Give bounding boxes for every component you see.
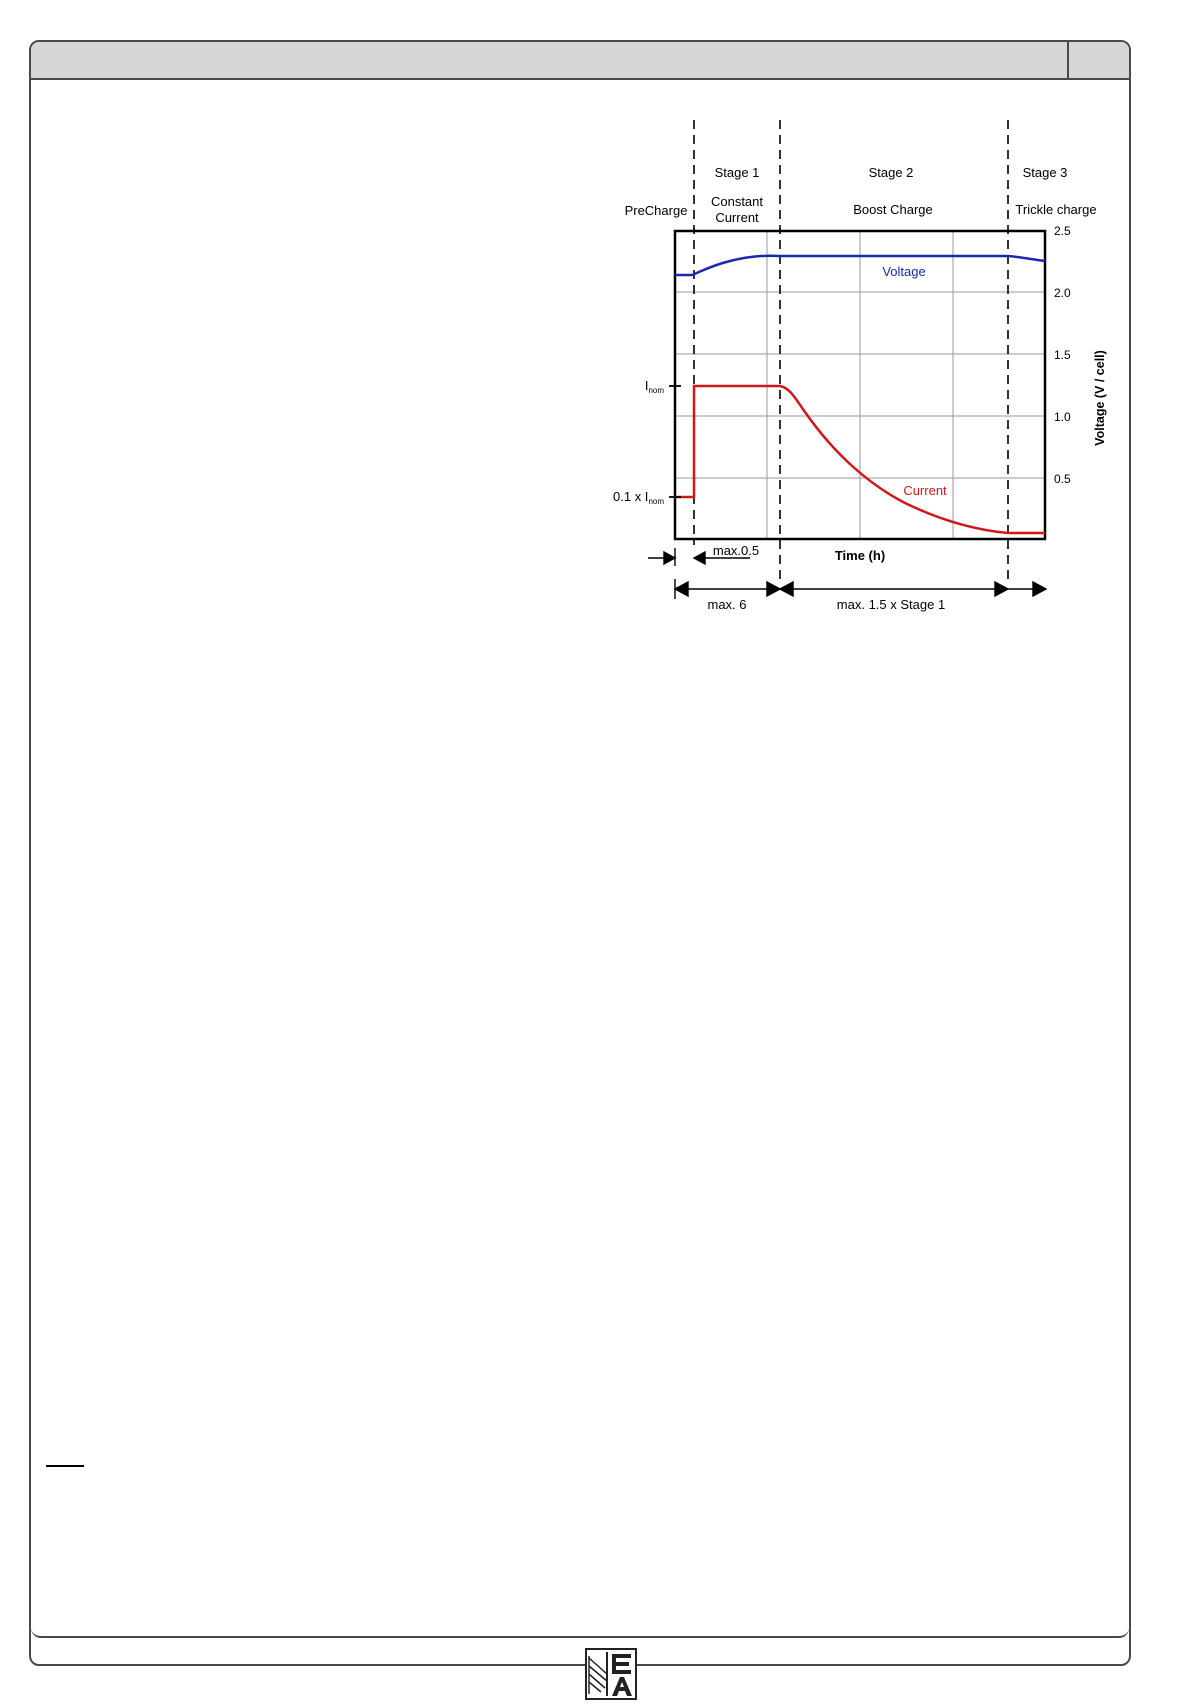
inom-label-main: I	[644, 378, 649, 393]
y-tick-label: 0.5	[1054, 472, 1071, 486]
stage1-name-line2: Current	[715, 210, 759, 225]
stage2-name: Boost Charge	[853, 202, 933, 217]
y-tick-label: 1.5	[1054, 348, 1071, 362]
stage1-name-line1: Constant	[710, 194, 764, 209]
inom-label-sub: nom	[648, 386, 664, 395]
stage1-duration-label: max. 6	[707, 597, 747, 612]
y-tick-label: 2.0	[1054, 286, 1071, 300]
low-current-label-main: 0.1 x I	[613, 489, 649, 504]
stage2-title: Stage 2	[868, 165, 914, 180]
inom-label	[645, 378, 665, 395]
stage1-title: Stage 1	[714, 165, 760, 180]
voltage-label: Voltage	[882, 264, 926, 279]
stage3-title: Stage 3	[1022, 165, 1068, 180]
stage-duration-arrows	[675, 579, 1046, 599]
precharge-duration-label: max.0.5	[712, 543, 760, 558]
low-current-label-sub: nom	[648, 497, 664, 506]
current-label: Current	[903, 483, 947, 498]
low-current-label	[613, 489, 664, 506]
x-axis-title: Time (h)	[834, 548, 886, 563]
stage2-duration-label: max. 1.5 x Stage 1	[836, 597, 946, 612]
y-tick-label: 1.0	[1054, 410, 1071, 424]
y-axis-title: Voltage (V / cell)	[1093, 350, 1107, 446]
stage-dividers	[694, 120, 1008, 580]
stage3-name: Trickle charge	[1015, 202, 1097, 217]
precharge-label: PreCharge	[624, 203, 688, 218]
y-tick-label: 2.5	[1054, 224, 1071, 238]
